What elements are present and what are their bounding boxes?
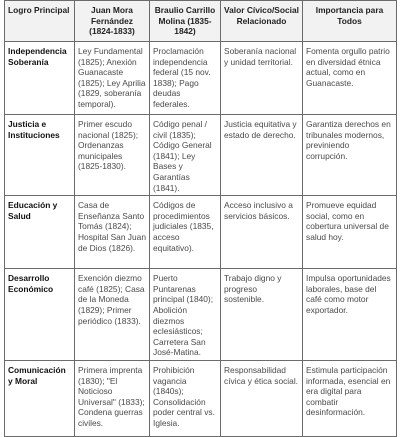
cell-valor: Justicia equitativa y estado de derecho. (221, 115, 303, 196)
cell-carrillo: Proclamación independencia federal (15 nov. 1838); Pago deudas federales. (150, 42, 221, 115)
table-row (5, 360, 397, 436)
header-valor: Valor Cívico/Social Relacionado (221, 1, 303, 42)
cell-importancia: Impulsa oportunidades laborales, base del café como motor exportador. (303, 269, 397, 361)
cell-valor: Responsabilidad cívica y ética social. (221, 360, 303, 436)
cell-logro: Independencia Soberanía (5, 42, 75, 115)
header-logro: Logro Principal (5, 1, 75, 42)
cell-importancia: Estimula participación informada, esencial en era digital para combatir desinformación. (303, 360, 397, 436)
cell-importancia: Fomenta orgullo patrio en diversidad étnica actual, como en Guanacaste. (303, 42, 397, 115)
cell-valor: Trabajo digno y progreso sostenible. (221, 269, 303, 361)
table-header (5, 1, 397, 42)
header-carrillo: Braulio Carrillo Molina (1835-1842) (150, 1, 221, 42)
header-importancia: Importancia para Todos (303, 1, 397, 42)
cell-mora: Primer escudo nacional (1825); Ordenanzas municipales (1825-1830). (75, 115, 150, 196)
cell-logro: Comunicación y Moral (5, 360, 75, 436)
cell-logro: Desarrollo Económico (5, 269, 75, 361)
cell-mora: Exención diezmo café (1825); Casa de la Moneda (1829); Primer periódico (1833). (75, 269, 150, 361)
table-row (5, 269, 397, 361)
table-row (5, 115, 397, 196)
cell-carrillo: Puerto Puntarenas principal (1840); Abolición diezmos eclesiásticos; Carretera San José-Matina. (150, 269, 221, 361)
cell-importancia: Promueve equidad social, como en cobertura universal de salud hoy. (303, 196, 397, 269)
cell-carrillo: Código penal / civil (1835); Código General (1841); Ley Bases y Garantías (1841). (150, 115, 221, 196)
cell-importancia: Garantiza derechos en tribunales modernos, previniendo corrupción. (303, 115, 397, 196)
cell-logro: Educación y Salud (5, 196, 75, 269)
cell-mora: Ley Fundamental (1825); Anexión Guanacaste (1825); Ley Aprilia (1829, soberanía temporal). (75, 42, 150, 115)
cell-valor: Soberanía nacional y unidad territorial. (221, 42, 303, 115)
table-row (5, 42, 397, 115)
table-body (5, 42, 397, 437)
cell-carrillo: Prohibición vagancia (1840s); Consolidación poder central vs. Iglesia. (150, 360, 221, 436)
cell-mora: Primera imprenta (1830); "El Noticioso Universal" (1833); Condena guerras civiles. (75, 360, 150, 436)
cell-valor: Acceso inclusivo a servicios básicos. (221, 196, 303, 269)
cell-carrillo: Códigos de procedimientos judiciales (1835, acceso equitativo). (150, 196, 221, 269)
table-row (5, 196, 397, 269)
cell-mora: Casa de Enseñanza Santo Tomás (1824); Hospital San Juan de Dios (1826). (75, 196, 150, 269)
header-row (5, 1, 397, 42)
achievements-table (4, 0, 397, 437)
header-mora: Juan Mora Fernández (1824-1833) (75, 1, 150, 42)
cell-logro: Justicia e Instituciones (5, 115, 75, 196)
